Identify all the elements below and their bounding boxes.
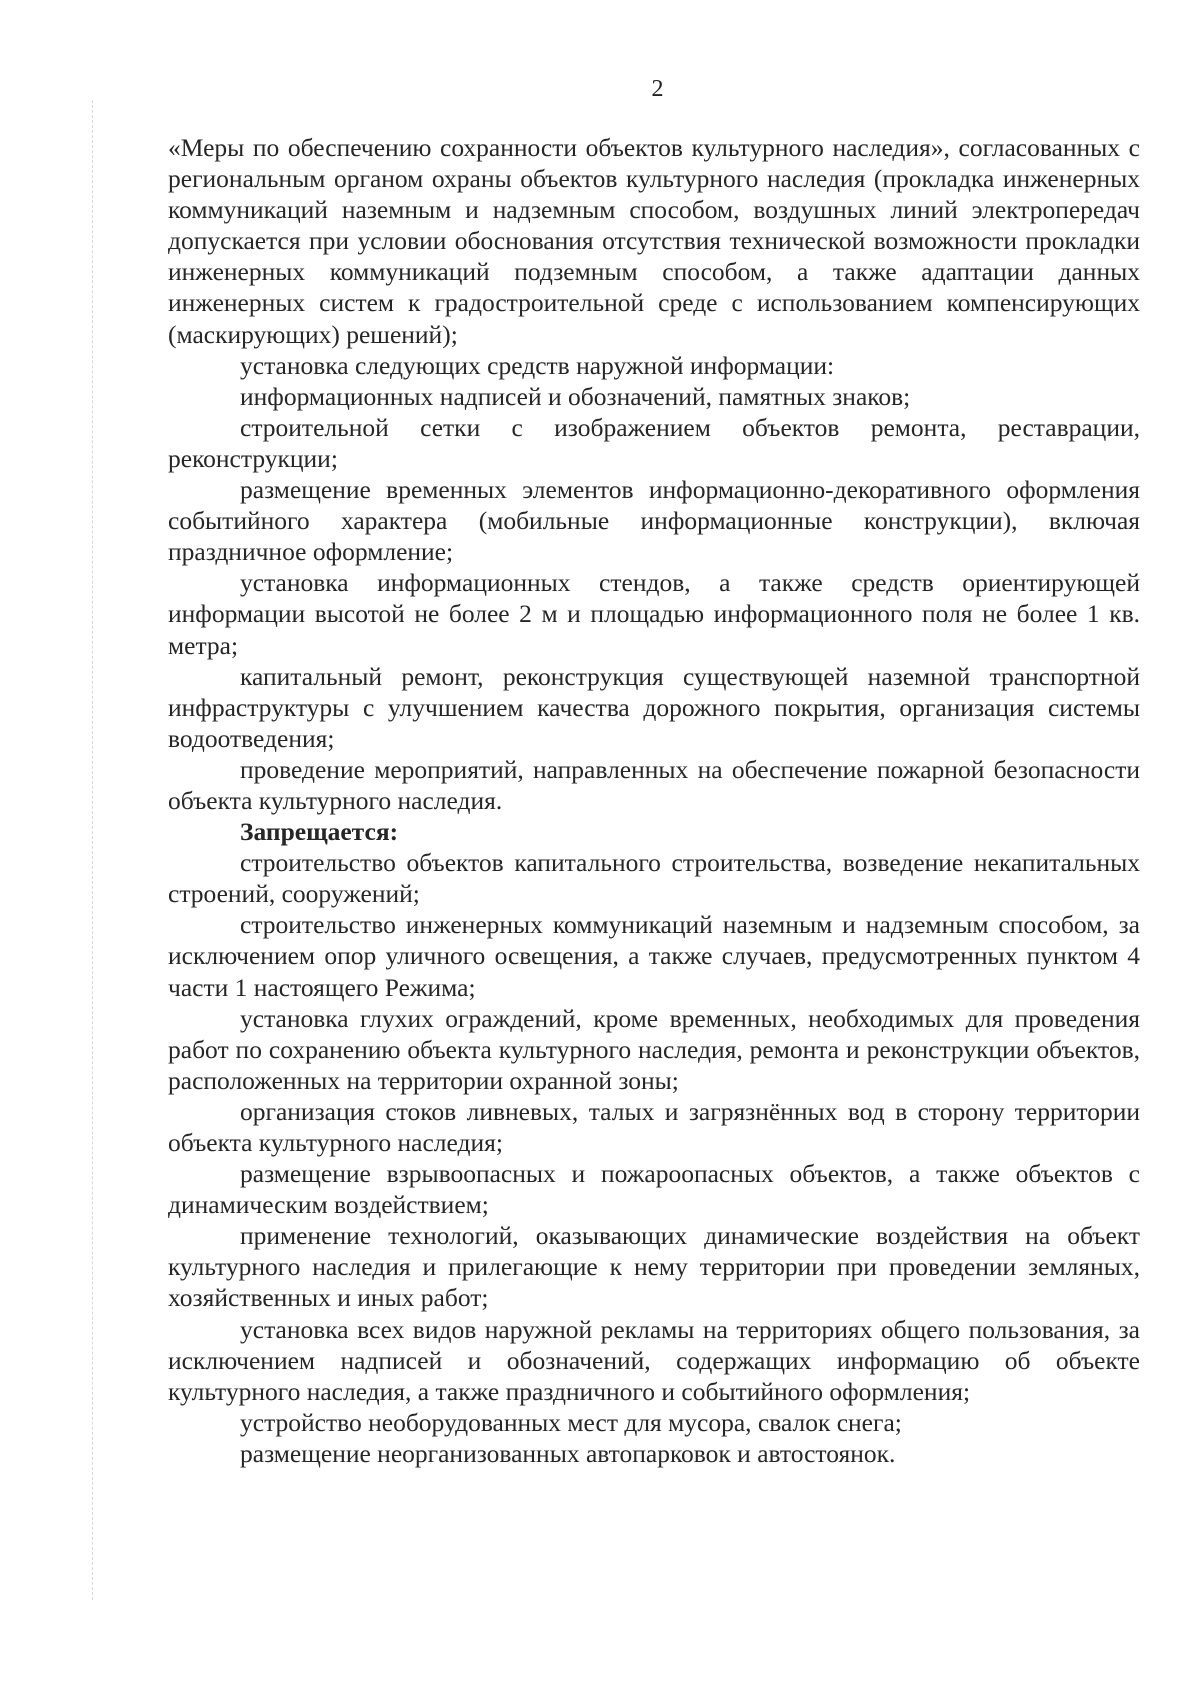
prohibition-item: установка всех видов наружной рекламы на территориях общего пользования, за исключением надписей и обозначений, содержащих информацию об объекте культурного наследия, а также праздничного и событийного оформления; [168,1314,1140,1406]
binding-margin-line [92,100,93,1600]
paragraph: установка следующих средств наружной информации: [240,350,835,380]
paragraph: «Меры по обеспечению сохранности объектов культурного наследия», согласованных с региональным органом охраны объектов культурного наследия (прокладка инженерных коммуникаций наземным и надземным способом, воздушных линий электропередач допускается при условии обоснования отсутствия технической возможности прокладки инженерных коммуникаций подземным способом, а также адаптации данных инженерных систем к градостроительной среде с использованием компенсирующих (маскирующих) решений); [168,133,1140,349]
prohibition-item: размещение взрывоопасных и пожароопасных объектов, а также объектов с динамическим воздействием; [168,1159,1140,1220]
prohibition-item: установка глухих ограждений, кроме временных, необходимых для проведения работ по сохранению объекта культурного наследия, ремонта и реконструкции объектов, расположенных на территории охранной зоны; [168,1003,1140,1095]
prohibition-item: организация стоков ливневых, талых и загрязнённых вод в сторону территории объекта культурного наследия; [168,1096,1140,1157]
page-number: 2 [651,76,664,102]
document-body [168,132,1140,1469]
prohibition-item: устройство необорудованных мест для мусора, свалок снега; [240,1407,902,1437]
prohibition-item: строительство инженерных коммуникаций наземным и надземным способом, за исключением опор уличного освещения, а также случаев, предусмотренных пунктом 4 части 1 настоящего Режима; [168,910,1140,1002]
paragraph: размещение временных элементов информационно-декоративного оформления событийного характера (мобильные информационные конструкции), включая праздничное оформление; [168,475,1140,567]
section-heading: Запрещается: [240,817,399,847]
prohibition-item: применение технологий, оказывающих динамические воздействия на объект культурного наследия и прилегающие к нему территории при проведении земляных, хозяйственных и иных работ; [168,1221,1140,1313]
paragraph: информационных надписей и обозначений, памятных знаков; [240,381,911,411]
paragraph: установка информационных стендов, а также средств ориентирующей информации высотой не более 2 м и площадью информационного поля не более 1 кв. метра; [168,568,1140,660]
paragraph: проведение мероприятий, направленных на обеспечение пожарной безопасности объекта культурного наследия. [168,754,1140,815]
paragraph: строительной сетки с изображением объектов ремонта, реставрации, реконструкции; [168,412,1140,473]
prohibition-item: строительство объектов капитального строительства, возведение некапитальных строений, сооружений; [168,848,1140,909]
paragraph: капитальный ремонт, реконструкция существующей наземной транспортной инфраструктуры с улучшением качества дорожного покрытия, организация системы водоотведения; [168,661,1140,753]
prohibition-item: размещение неорганизованных автопарковок и автостоянок. [240,1438,896,1468]
